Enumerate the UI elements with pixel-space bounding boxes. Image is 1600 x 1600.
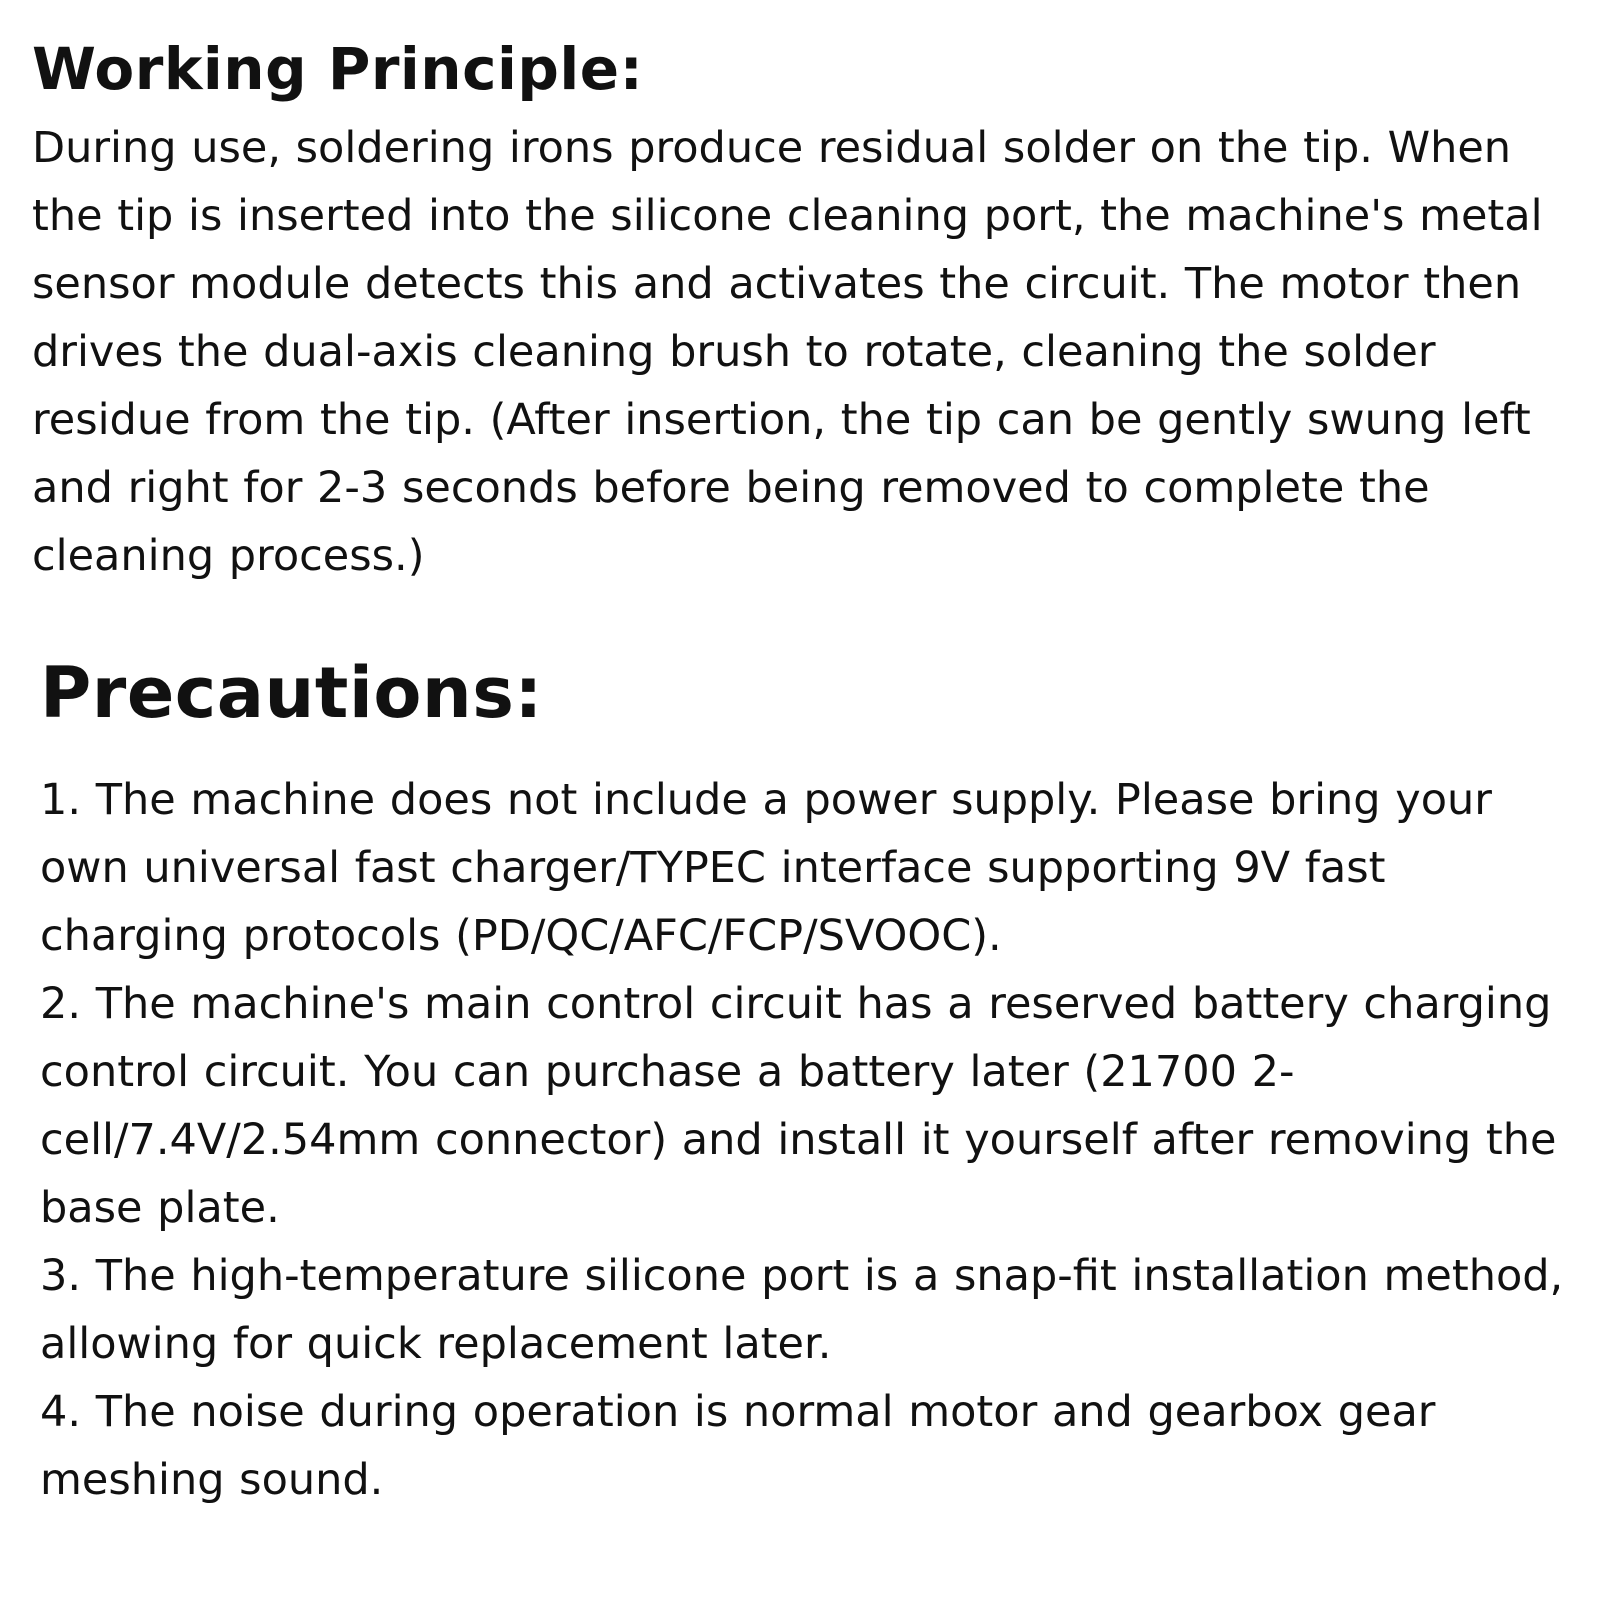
working-principle-section — [0, 30, 1600, 590]
precautions-heading: Precautions: — [40, 652, 543, 734]
precautions-list — [40, 766, 1580, 1514]
precautions-section — [0, 650, 1600, 1514]
precaution-item-1: 1. The machine does not include a power supply. Please bring your own universal fast charger/TYPEC interface supporting 9V fast charging protocols (PD/QC/AFC/FCP/SVOOC). — [40, 775, 1492, 961]
working-principle-heading: Working Principle: — [32, 35, 644, 103]
precaution-item-2: 2. The machine's main control circuit has a reserved battery charging control circuit. You can purchase a battery later (21700 2-cell/7.4V/2.54mm connector) and install it yourself after removing the base plate. — [40, 979, 1557, 1233]
working-principle-text: During use, soldering irons produce residual solder on the tip. When the tip is inserted into the silicone cleaning port, the machine's metal sensor module detects this and activates the circuit. The motor then drives the dual-axis cleaning brush to rotate, cleaning the solder residue from the tip. (After insertion, the tip can be gently swung left and right for 2-3 seconds before being removed to complete the cleaning process.) — [32, 123, 1543, 581]
precaution-item-4: 4. The noise during operation is normal motor and gearbox gear meshing sound. — [40, 1387, 1436, 1505]
precaution-item-3: 3. The high-temperature silicone port is a snap-fit installation method, allowing for quick replacement later. — [40, 1251, 1564, 1369]
